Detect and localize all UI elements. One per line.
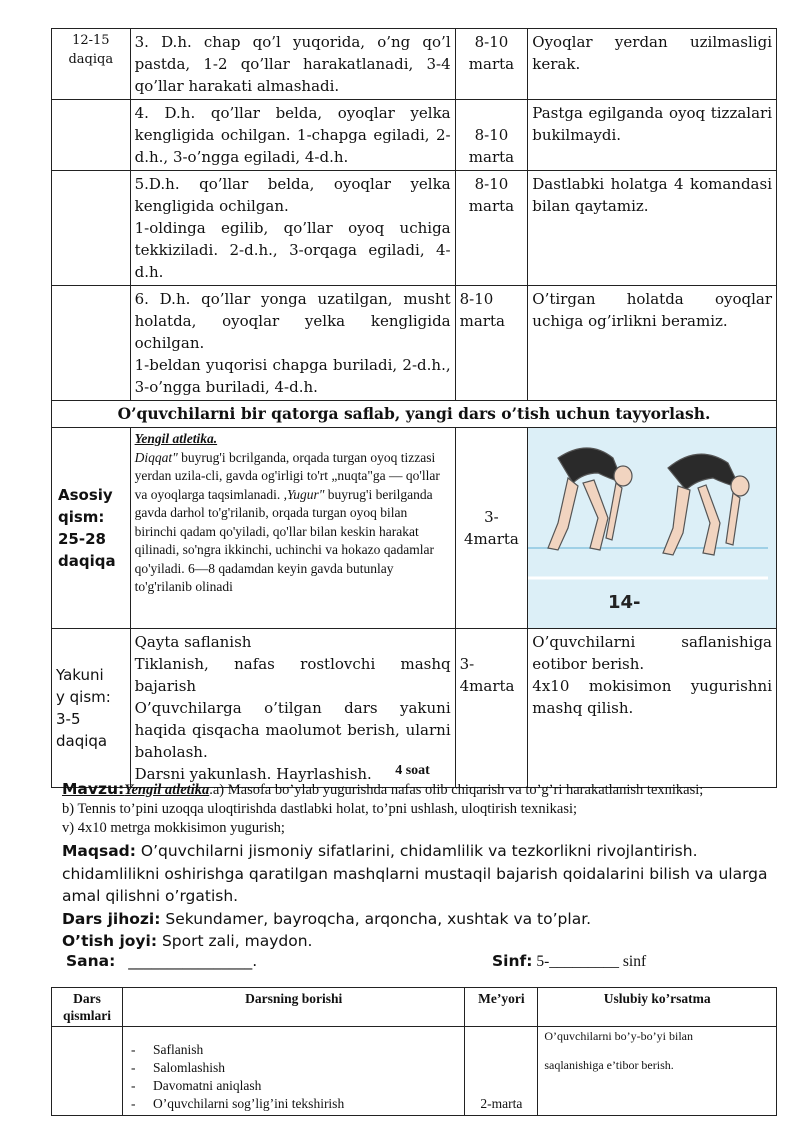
equipment-line: Dars jihozi: Sekundamer, bayroqcha, arqoncha, xushtak va to’plar. [62, 909, 592, 928]
header-row [52, 988, 777, 1027]
note-cell: Oyoqlar yerdan uzilmasligi kerak. [528, 29, 777, 100]
final-part-norm: 3- 4marta [455, 629, 528, 788]
hours-heading: 4 soat [395, 763, 430, 778]
column-header: Uslubiy ko’rsatma [538, 988, 777, 1027]
note-cell: Pastga egilganda oyoq tizzalari bukilmaydi. [528, 100, 777, 171]
table-row [52, 29, 777, 100]
class-field: Sinf: 5-_________ sinf [492, 952, 647, 970]
date-label: Sana: [66, 952, 116, 970]
column-header: Me’yori [465, 988, 538, 1027]
note-cell: O’tirgan holatda oyoqlar uchiga og’irlikni beramiz. [528, 286, 777, 401]
progress-list [129, 1041, 458, 1113]
list-item: - O’quvchilarni sog’lig’ini tekshirish [129, 1095, 458, 1113]
place-line: O’tish joyi: Sport zali, maydon. [62, 932, 313, 950]
norm-cell: 2-marta [465, 1027, 538, 1116]
time-cell: 12-15 daqiqa [52, 29, 131, 100]
table-row [52, 171, 777, 286]
exercise-cell: 3. D.h. chap qo’l yuqorida, o’ng qo’l pastda, 1-2 qo’llar harakatlanadi, 3-4 qo’llar harakati almashadi. [130, 29, 455, 100]
time-cell [52, 171, 131, 286]
topic-name: Yengil atletika [124, 782, 210, 798]
topic-line: Mavzu:Yengil atletika.a) Masofa bo’ylab yugurishda nafas olib chiqarish va to’g’ri harakatlanish texnikasi; [62, 780, 704, 798]
final-part-notes: O’quvchilarni saflanishiga eotibor berish. 4x10 mokisimon yugurishni mashq qilish. [528, 629, 777, 788]
main-part-row [52, 428, 777, 629]
final-part-time: Yakuni y qism: 3-5 daqiqa [52, 629, 131, 788]
parts-cell [52, 1027, 123, 1116]
main-part-heading: Yengil atletika. [134, 431, 218, 446]
goal-line: Maqsad: O’quvchilarni jismoniy sifatlarini, chidamlilik va tezkorlikni rivojlantirish. chidamlilikni oshirishga qaratilgan mashqlarni mustaqil bajarish qoidalarini bilish va ularga amal qilishni o’rgatish. [62, 842, 768, 905]
note-cell: Dastlabki holatga 4 komandasi bilan qaytamiz. [528, 171, 777, 286]
table-row [52, 286, 777, 401]
main-part-time: Asosiy qism: 25-28 daqiqa [52, 428, 131, 629]
date-blank: ________________. [128, 952, 258, 970]
main-part-description [130, 428, 455, 629]
exercise-cell: 4. D.h. qo’llar belda, oyoqlar yelka kengligida ochilgan. 1-chapga egiladi, 2-d.h., 3-o’ngga egiladi, 4-d.h. [130, 100, 455, 171]
transition-text: O’quvchilarni bir qatorga saflab, yangi dars o’tish uchun tayyorlash. [52, 401, 777, 428]
lesson-table-upper [51, 28, 777, 788]
date-class-line [66, 952, 782, 970]
guidance-cell: O’quvchilarni bo’y-bo’yi bilan saqlanishiga e’tibor berish. [538, 1027, 777, 1116]
main-part-norm: 3- 4marta [455, 428, 528, 629]
table-row [52, 100, 777, 171]
lesson-details [62, 840, 782, 953]
main-part-text: Diqqat" buyrug'i bcrilganda, orqada turgan oyoq tizzasi yerdan uzila-cli, gavda og'irligi to'rt „nuqta"ga — qo'llar va oyoqlarga taqsimlanadi. ,Yugur" buyrug'i berilganda gavda darhol to'g'rilanib, orqada turgan oyoq bilan birinchi qadam qo'yiladi, qo'llar bilan keskin harakat qilinadi, so'ngra ikkinchi, uchinchi va hokazo qadamlar qo'yiladi. 6—8 qadamdan keyin gavda butunlay to'g'rilanib olinadi [134, 449, 440, 594]
main-part-figure-cell [528, 428, 777, 629]
topic-block: Mavzu:Yengil atletika.a) Masofa bo’ylab yugurishda nafas olib chiqarish va to’g’ri harakatlanish texnikasi; b) Tennis to’pini uzoqqa uloqtirishda dastlabki holat, to’pni ushlash, uloqtirish texnikasi; v) 4x10 metrga mokkisimon yugurish; [62, 780, 782, 838]
list-item: - Salomlashish [129, 1059, 458, 1077]
final-part-description: Qayta saflanish Tiklanish, nafas rostlovchi mashq bajarish O’quvchilarga o’tilgan dars yakuni haqida qisqacha maolumot berish, ularni baholash. Darsni yakunlash. Hayrlashish. [130, 629, 455, 788]
norm-cell: 8-10 marta [455, 100, 528, 171]
exercise-cell: 6. D.h. qo’llar yonga uzatilgan, musht holatda, oyoqlar yelka kengligida ochilgan. 1-beldan yuqorisi chapga buriladi, 2-d.h., 3-o’ngga buriladi, 4-d.h. [130, 286, 455, 401]
transition-row [52, 401, 777, 428]
norm-cell: 8-10 marta [455, 171, 528, 286]
progress-cell [122, 1027, 464, 1116]
table-row [52, 1027, 777, 1116]
sprinter-illustration [528, 428, 768, 628]
list-item: - Davomatni aniqlash [129, 1077, 458, 1095]
lesson-table-lower [51, 987, 777, 1116]
norm-cell: 8-10 marta [455, 286, 528, 401]
column-header: Dars qismlari [52, 988, 123, 1027]
norm-cell: 8-10 marta [455, 29, 528, 100]
sprint-start-figure [528, 428, 776, 628]
exercise-cell: 5.D.h. qo’llar belda, oyoqlar yelka kengligida ochilgan. 1-oldinga egilib, qo’llar oyoq uchiga tekkiziladi. 2-d.h., 3-orqaga egiladi, 4-d.h. [130, 171, 455, 286]
time-cell [52, 286, 131, 401]
column-header: Darsning borishi [122, 988, 464, 1027]
figure-label: 14- [608, 592, 641, 613]
topic-label: Mavzu: [62, 780, 125, 798]
time-cell [52, 100, 131, 171]
list-item: - Saflanish [129, 1041, 458, 1059]
